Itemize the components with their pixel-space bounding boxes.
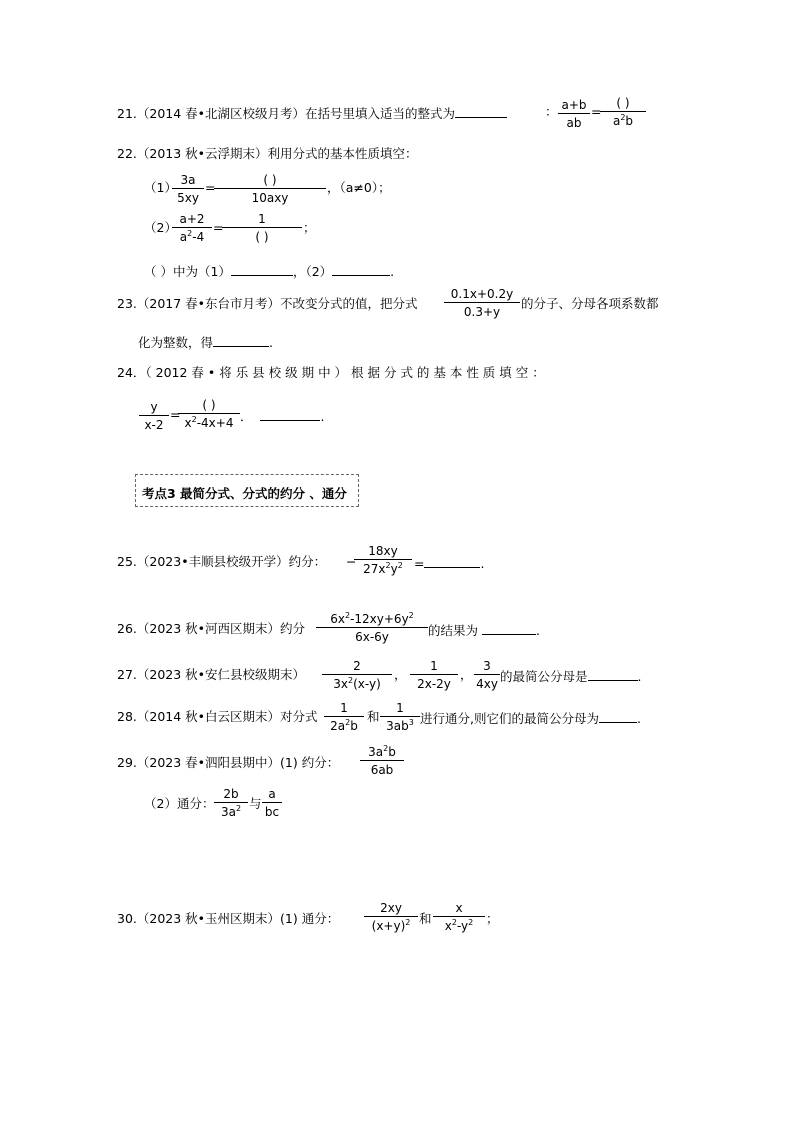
q29-fraction: $\frac{3a^2b}{6ab}$ xyxy=(360,745,404,777)
q21-colon: ： xyxy=(545,104,558,119)
q24-text: 24．（ 2012 春 • 将 乐 县 校 级 期 中 ） 根 据 分 式 的 基 本 性 质 填 空 ： xyxy=(117,365,545,380)
q23-line2: 化为整数，得 . xyxy=(138,335,273,350)
q30-fraction-1: $\frac{2xy}{(x+y)^2}$ xyxy=(364,901,418,933)
q24-equals: = xyxy=(170,407,181,422)
q27-prefix: 27.（2023 秋•安仁县校级期末） xyxy=(117,667,306,682)
q29-prefix: 29.（2023 春•泗阳县期中）(1) 约分： xyxy=(117,755,340,770)
q22-text: 22.（2013 秋•云浮期末）利用分式的基本性质填空： xyxy=(117,146,418,161)
q22-p1-fraction-right: ( ) 10axy xyxy=(214,173,326,205)
q21-fraction-left: $\frac{a+b}{ab}$ xyxy=(558,98,590,130)
q22-p1-equals: = xyxy=(205,180,216,195)
q21-fraction-right: ( ) $a^2b$ xyxy=(600,96,646,128)
q27-comma-2: ， xyxy=(460,667,473,682)
q22-part3: （ ）中为（1） ，（2） . xyxy=(144,264,395,279)
section-heading: 考点3 最简分式、分式的约分 、通分 xyxy=(142,486,347,501)
answer-blank[interactable] xyxy=(213,333,269,347)
q25-prefix: 25.（2023•丰顺县校级开学）约分： xyxy=(117,554,327,569)
q29-p2-fraction-1: $\frac{2b}{3a^2}$ xyxy=(214,787,248,819)
answer-blank[interactable] xyxy=(482,621,536,635)
answer-blank[interactable] xyxy=(588,667,638,681)
q22-p2-tail: ； xyxy=(303,220,316,235)
q27-comma-1: ， xyxy=(394,667,407,682)
q24-fraction-right: ( ) $x^2-4x+4$ xyxy=(178,398,240,430)
q23-prefix: 23.（2017 春•东台市月考）不改变分式的值，把分式 xyxy=(117,296,418,311)
q21-equals: = xyxy=(591,104,602,119)
q28-fraction-1: $\frac{1}{2a^2b}$ xyxy=(324,701,364,733)
answer-blank[interactable] xyxy=(424,554,480,568)
q27-fraction-1: $\frac{2}{3x^2(x-y)}$ xyxy=(322,659,392,691)
q26-tail: 的结果为 . xyxy=(428,623,540,638)
q24-tail: ． . xyxy=(240,409,325,424)
q22-p1-fraction-left: $\frac{3a}{5xy}$ xyxy=(172,173,204,205)
q28-fraction-2: $\frac{1}{3ab^3}$ xyxy=(380,701,420,733)
q29-part2-label: （2）通分： xyxy=(144,796,215,811)
q30-prefix: 30.（2023 秋•玉州区期末）(1) 通分： xyxy=(117,911,340,926)
q24-fraction-left: $\frac{y}{x-2}$ xyxy=(139,400,169,432)
q22-p2-fraction-right: 1 ( ) xyxy=(222,212,302,244)
q25-tail: = . xyxy=(414,556,485,571)
q22-part2-label: （2） xyxy=(144,220,177,235)
q28-prefix: 28.（2014 秋•白云区期末）对分式 xyxy=(117,709,318,724)
q26-prefix: 26.（2023 秋•河西区期末）约分 xyxy=(117,621,306,636)
answer-blank[interactable] xyxy=(260,407,320,421)
q30-and: 和 xyxy=(419,911,432,926)
q27-tail: 的最简公分母是 . xyxy=(500,669,642,684)
answer-blank-1[interactable] xyxy=(231,262,293,276)
q22-part1-label: （1） xyxy=(144,180,177,195)
q22-p1-tail: ，（a≠0）； xyxy=(327,180,391,195)
q23-fraction: $\frac{0.1x+0.2y}{0.3+y}$ xyxy=(444,287,520,319)
q29-p2-fraction-2: $\frac{a}{bc}$ xyxy=(262,787,282,819)
q22-p2-equals: = xyxy=(213,220,224,235)
q21-text: 21.（2014 春•北湖区校级月考）在括号里填入适当的整式为 xyxy=(117,104,507,122)
q23-suffix: 的分子、分母各项系数都 xyxy=(521,296,659,311)
q26-fraction: $\frac{6x^2-12xy+6y^2}{6x-6y}$ xyxy=(316,612,428,644)
q22-p2-fraction-left: $\frac{a+2}{a^2-4}$ xyxy=(172,212,212,244)
q29-and: 与 xyxy=(249,796,262,811)
q30-fraction-2: $\frac{x}{x^2-y^2}$ xyxy=(433,901,485,933)
answer-blank[interactable] xyxy=(599,709,637,723)
q25-fraction: $\frac{18xy}{27x^2y^2}$ xyxy=(354,544,412,576)
answer-blank-2[interactable] xyxy=(332,262,390,276)
q25-minus: − xyxy=(346,554,357,569)
q27-fraction-2: $\frac{1}{2x-2y}$ xyxy=(410,659,458,691)
section-heading-box xyxy=(135,474,359,507)
q27-fraction-3: $\frac{3}{4xy}$ xyxy=(474,659,500,691)
q28-and: 和 xyxy=(367,709,380,724)
q28-tail: 进行通分,则它们的最简公分母为 . xyxy=(420,711,641,726)
q30-end: ； xyxy=(486,911,499,926)
answer-blank[interactable] xyxy=(455,104,507,118)
